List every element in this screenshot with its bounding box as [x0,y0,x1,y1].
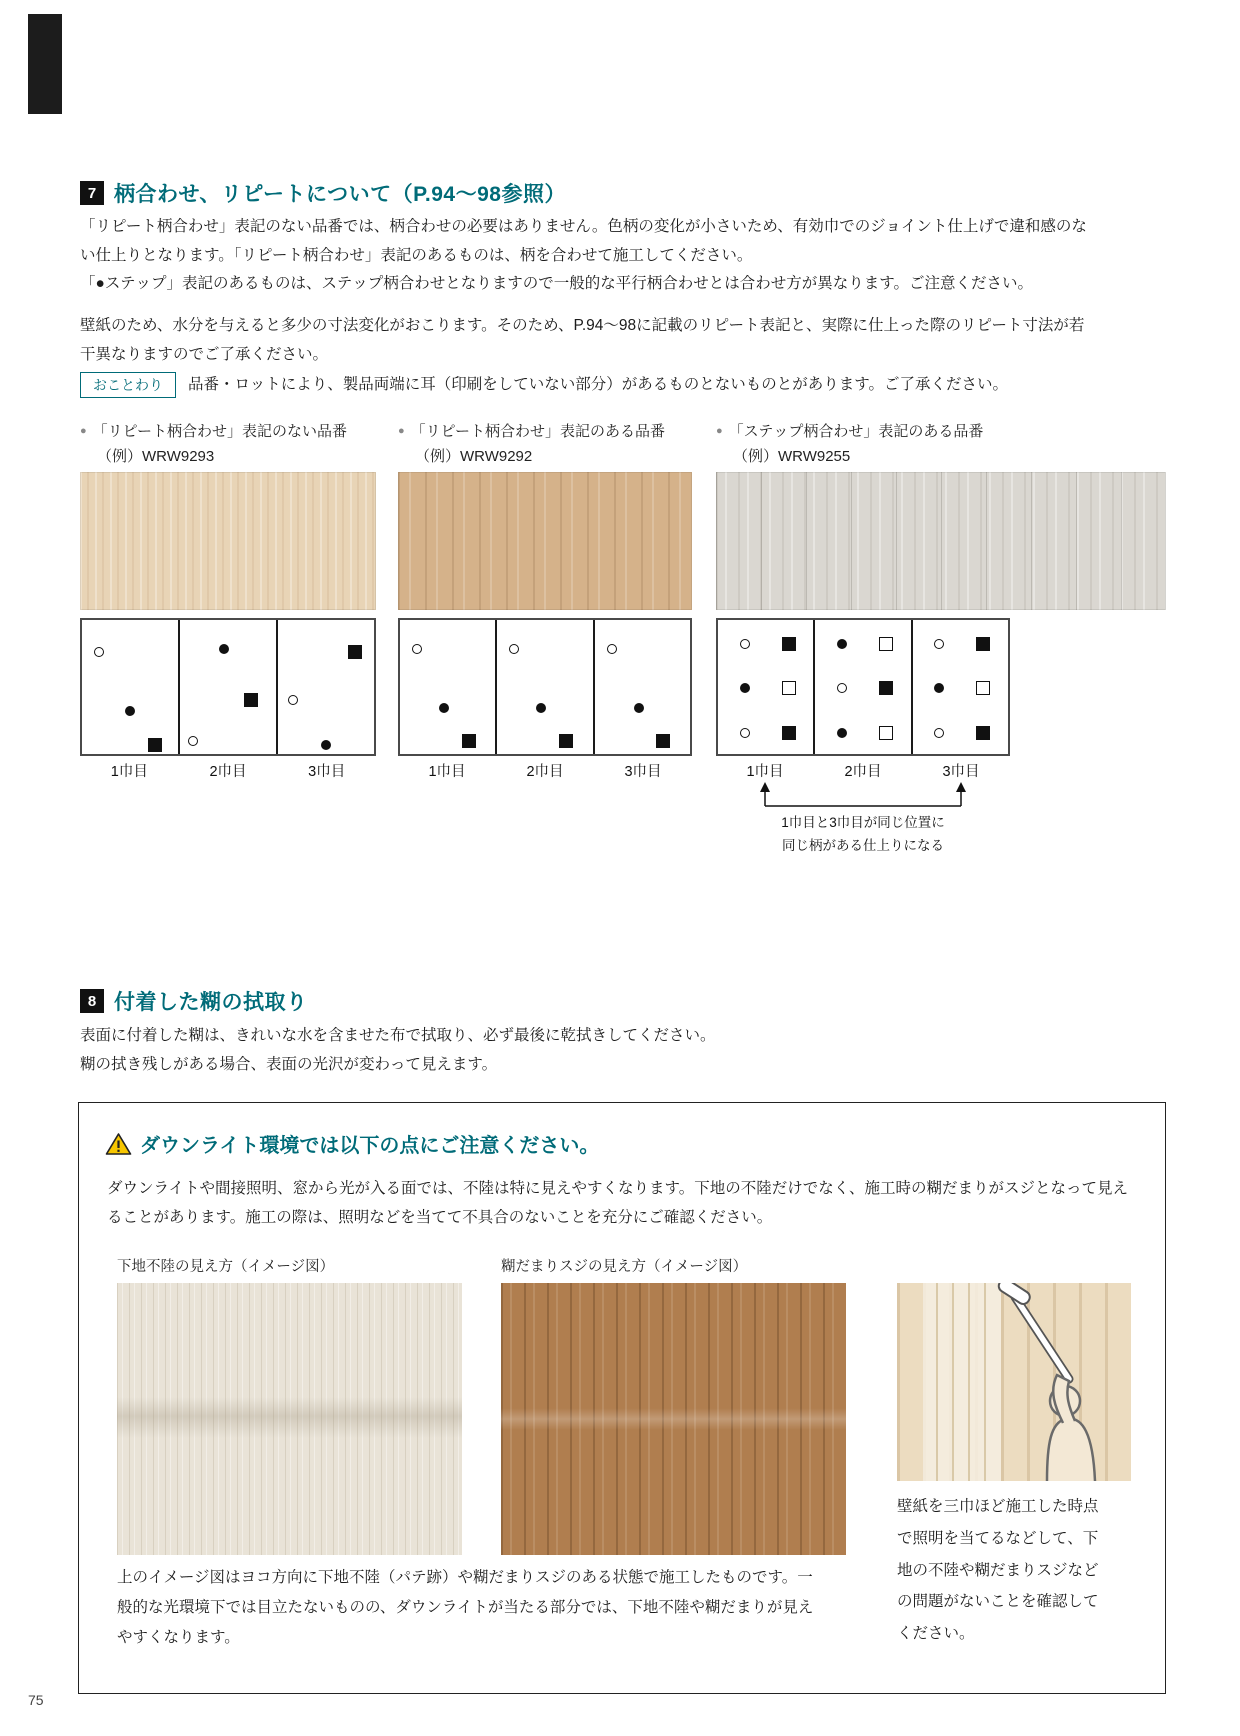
section8-title: 付着した糊の拭取り [114,991,308,1014]
sample1-label: ● 「リピート柄合わせ」表記のない品番 （例）WRW9293 [80,420,380,469]
warning-triangle-icon [105,1132,132,1156]
pattern-strip-column [595,620,690,754]
strip-width-label: 2巾目 [526,764,564,780]
glue-streak-image [501,1283,846,1555]
pattern-symbol [607,644,617,654]
pattern-strip-column [278,620,374,754]
pattern-symbol [321,740,331,750]
pattern-symbol [782,726,796,740]
pattern-symbol [559,734,573,748]
pattern-symbol [879,726,893,740]
pattern-symbol [94,647,104,657]
strip-width-label: 3巾目 [308,764,346,780]
width-labels-diagram3 [716,760,1010,781]
pattern-symbol [148,738,162,752]
section7-paragraph2: 壁紙のため、水分を与えると多少の寸法変化がおこります。そのため、P.94～98に記載のリピート表記と、実際に仕上った際のリピート寸法が若干異なりますのでご了承ください。 [80,317,1085,363]
strip-width-label: 1巾目 [110,764,148,780]
disclaimer-text: 品番・ロットにより、製品両端に耳（印刷をしていない部分）があるものとないものとがあります。ご了承ください。 [188,375,1008,393]
pattern-symbol [740,639,750,649]
section8-number-badge: 8 [80,989,104,1013]
pattern-strip-column [497,620,594,754]
diagram-no-repeat [80,618,376,756]
pattern-strip-column [718,620,815,754]
warning-title: ダウンライト環境では以下の点にご注意ください。 [140,1135,600,1157]
worker-with-roller-icon [897,1283,1131,1481]
pattern-symbol [934,683,944,693]
pattern-symbol [879,637,893,651]
pattern-symbol [125,706,135,716]
section7-header [80,178,566,208]
pattern-symbol [782,681,796,695]
page-edge-tab [28,14,62,114]
pattern-symbol [509,644,519,654]
bullet-icon: ● [716,425,723,437]
strip-width-label: 2巾目 [209,764,247,780]
image2-caption: 糊だまりスジの見え方（イメージ図） [501,1259,748,1275]
width-labels-diagram2 [398,760,692,781]
pattern-symbol [740,728,750,738]
diagram-repeat [398,618,692,756]
image1-caption: 下地不陸の見え方（イメージ図） [117,1259,335,1275]
section8-line1: 表面に付着した糊は、きれいな水を含ませた布で拭取り、必ず最後に乾拭きしてください。 [80,1027,716,1044]
wallpaper-swatch-wrw9255 [716,472,1166,610]
strip-width-label: 1巾目 [428,764,466,780]
downlight-warning-box [78,1102,1166,1694]
pattern-symbol [934,728,944,738]
strip-width-label: 2巾目 [844,764,882,780]
pattern-symbol [288,695,298,705]
section8-line2: 糊の拭き残しがある場合、表面の光沢が変わって見えます。 [80,1056,498,1073]
pattern-strip-column [913,620,1008,754]
pattern-symbol [536,703,546,713]
pattern-symbol [782,637,796,651]
bullet-icon: ● [398,425,405,437]
sample3-label: ● 「ステップ柄合わせ」表記のある品番 （例）WRW9255 [716,420,1036,469]
pattern-symbol [837,683,847,693]
section7-title: 柄合わせ、リピートについて（P.94～98参照） [114,183,566,206]
pattern-strip-column [400,620,497,754]
pattern-symbol [837,728,847,738]
warning-right-text: 壁紙を三巾ほど施工した時点で照明を当てるなどして、下地の不陸や糊だまりスジなどの問題がないことを確認してください。 [897,1498,1099,1643]
warning-title-row [105,1129,599,1158]
pattern-symbol [976,726,990,740]
pattern-strip-column [180,620,278,754]
section7-number-badge: 7 [80,181,104,205]
warning-bottom-text: 上のイメージ図はヨコ方向に下地不陸（パテ跡）や糊だまりスジのある状態で施工したものです。一般的な光環境下では目立たないものの、ダウンライトが当たる部分では、下地不陸や糊だまりが見えやすくなります。 [117,1569,814,1647]
pattern-symbol [934,639,944,649]
wallpaper-swatch-wrw9292 [398,472,692,610]
pattern-symbol [879,681,893,695]
diagram-step [716,618,1010,756]
warning-body: ダウンライトや間接照明、窓から光が入る面では、不陸は特に見えやすくなります。下地の不陸だけでなく、施工時の糊だまりがスジとなって見えることがあります。施工の際は、照明などを当てて不具合のないことを充分にご確認ください。 [107,1180,1128,1226]
sample1-example: （例）WRW9293 [97,448,215,466]
putty-mark-image [117,1283,462,1555]
pattern-symbol [439,703,449,713]
pattern-symbol [219,644,229,654]
strip-width-label: 1巾目 [746,764,784,780]
pattern-symbol [634,703,644,713]
pattern-symbol [348,645,362,659]
bullet-icon: ● [80,425,87,437]
step-bracket-arrows [716,782,1010,808]
page-number: 75 [28,1692,44,1708]
pattern-strip-column [82,620,180,754]
sample3-example: （例）WRW9255 [733,448,851,466]
pattern-symbol [976,681,990,695]
section7-paragraph1: 「リピート柄合わせ」表記のない品番では、柄合わせの必要はありません。色柄の変化が小さいため、有効巾でのジョイント仕上げで違和感のない仕上りとなります。「リピート柄合わせ」表記のあるものは、柄を合わせて施工してください。 [80,218,1087,264]
pattern-symbol [740,683,750,693]
disclaimer-label: おことわり [80,372,176,398]
pattern-symbol [244,693,258,707]
strip-width-label: 3巾目 [942,764,980,780]
step-caption: 1巾目と3巾目が同じ位置に 同じ柄がある仕上りになる [781,815,945,853]
disclaimer-row [80,372,1170,398]
wallpaper-swatch-wrw9293 [80,472,376,610]
worker-illustration [897,1283,1131,1481]
section8-header [80,986,308,1016]
sample2-label: ● 「リピート柄合わせ」表記のある品番 （例）WRW9292 [398,420,698,469]
pattern-symbol [656,734,670,748]
pattern-symbol [462,734,476,748]
strip-width-label: 3巾目 [624,764,662,780]
sample2-example: （例）WRW9292 [415,448,533,466]
pattern-symbol [837,639,847,649]
pattern-symbol [976,637,990,651]
section7-paragraph1b: 「●ステップ」表記のあるものは、ステップ柄合わせとなりますので一般的な平行柄合わせとは合わせ方が異なります。ご注意ください。 [80,275,1034,292]
pattern-symbol [188,736,198,746]
pattern-strip-column [815,620,912,754]
pattern-symbol [412,644,422,654]
width-labels-diagram1 [80,760,376,781]
